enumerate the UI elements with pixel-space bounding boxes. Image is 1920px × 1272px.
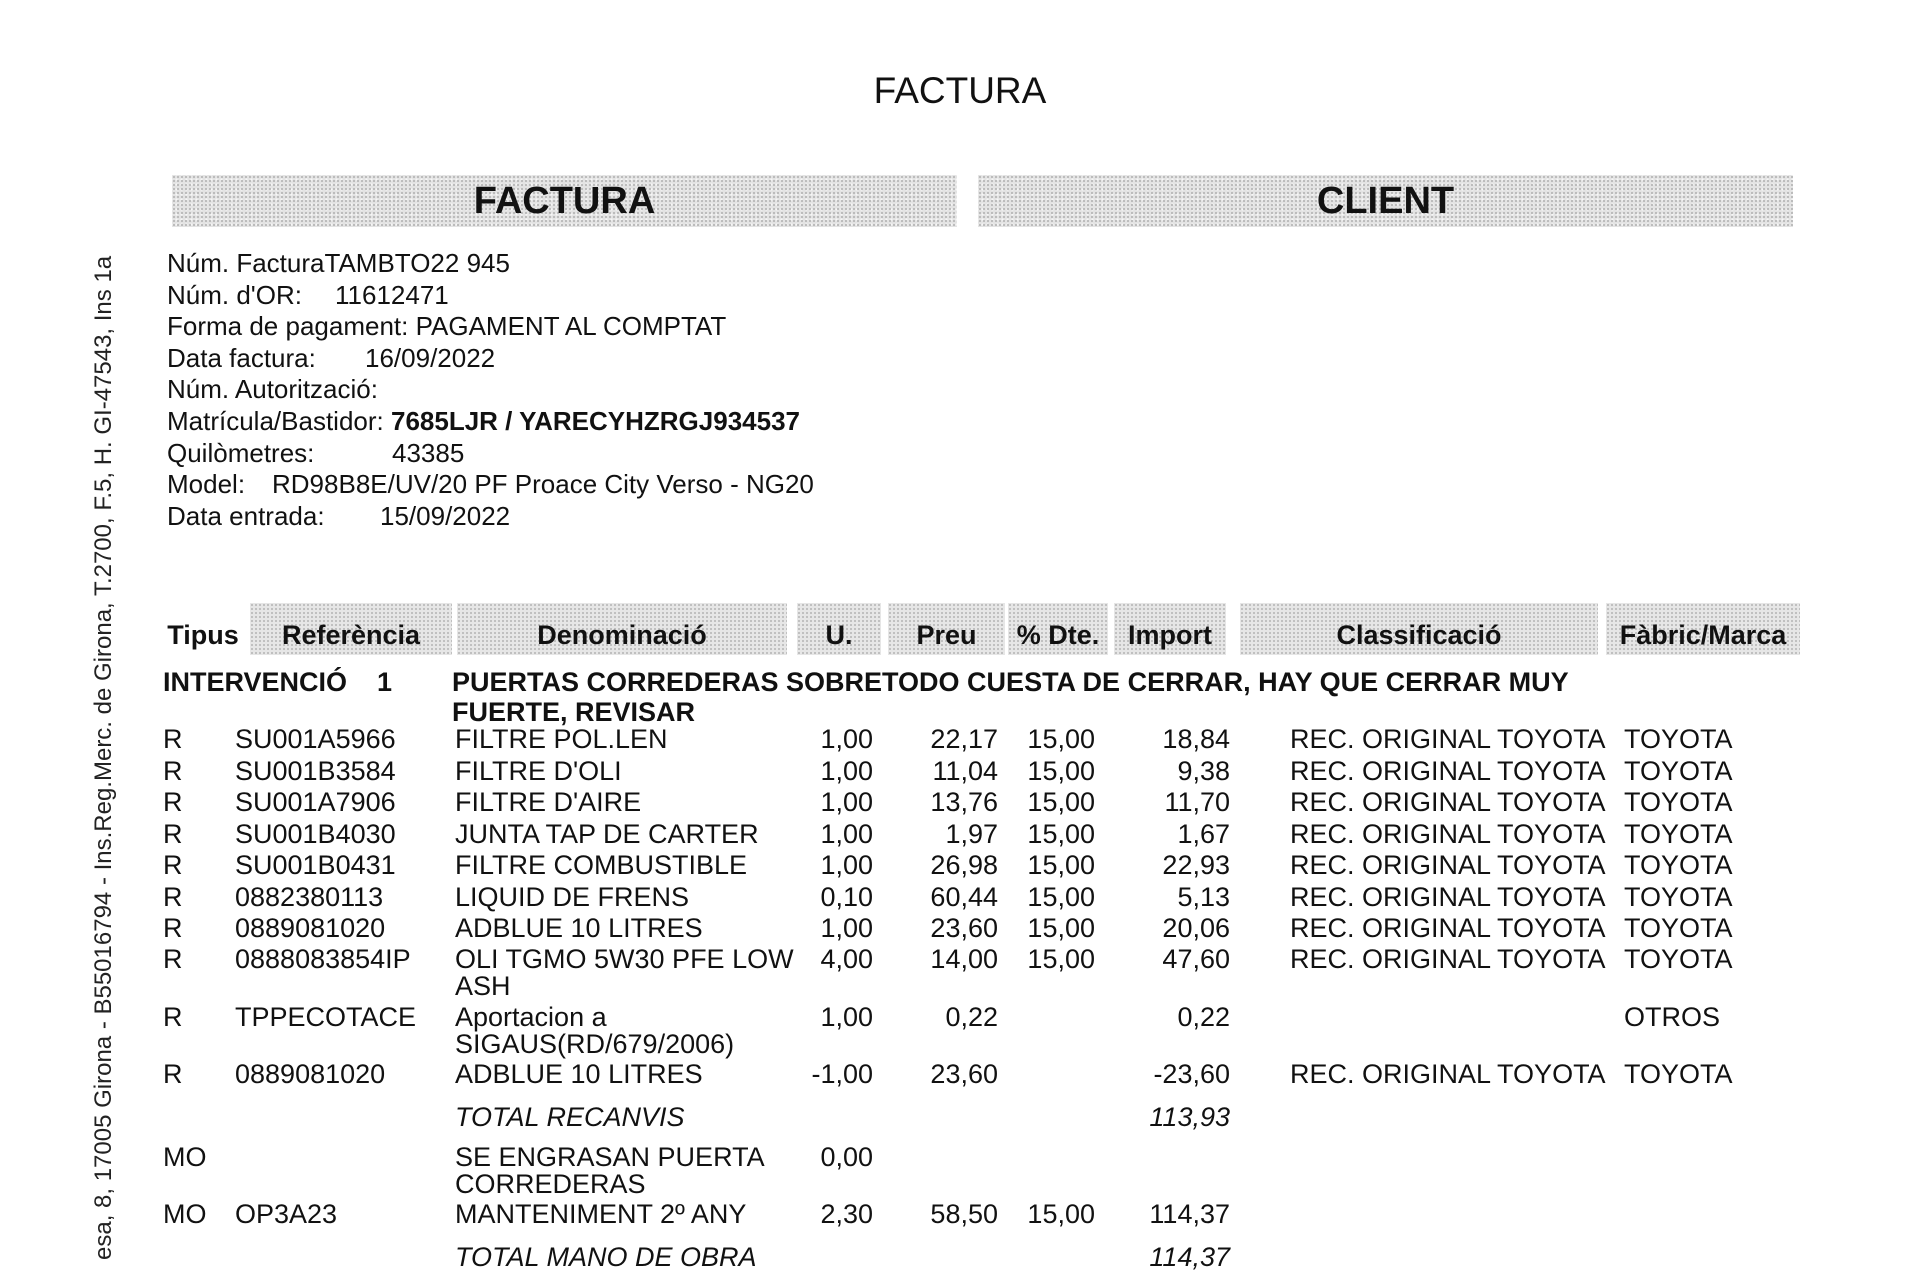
info-row-entry-date: [167, 501, 814, 533]
cell-imp: -23,60: [1153, 1059, 1230, 1089]
info-label: Núm. Factura: [167, 248, 325, 278]
intervention-number: 1: [377, 667, 393, 697]
cell-preu: 26,98: [930, 850, 998, 880]
info-value: PAGAMENT AL COMPTAT: [415, 311, 727, 342]
cell-preu: 13,76: [930, 787, 998, 817]
cell-marca: TOYOTA: [1624, 882, 1733, 912]
cell-cls: REC. ORIGINAL TOYOTA: [1290, 756, 1606, 786]
cell-u: 1,00: [820, 1002, 873, 1032]
intervention-title: INTERVENCIÓ: [163, 667, 348, 697]
cell-ref: OP3A23: [235, 1199, 338, 1229]
cell-desc: FILTRE D'OLI: [455, 756, 622, 786]
cell-desc-continued: CORREDERAS: [455, 1169, 646, 1199]
intervention-description-line: FUERTE, REVISAR: [452, 697, 696, 727]
column-header-referencia: Referència: [250, 603, 452, 655]
column-header-import: Import: [1114, 603, 1226, 655]
intervention-description: [452, 667, 1569, 727]
cell-imp: 5,13: [1177, 882, 1230, 912]
cell-desc: TOTAL MANO DE OBRA: [455, 1242, 757, 1272]
column-header-classificacio: Classificació: [1240, 603, 1598, 655]
info-value: 11612471: [335, 279, 449, 310]
column-header-marca: Fàbric/Marca: [1606, 603, 1800, 655]
info-row-invoice-date: [167, 343, 814, 375]
cell-imp: 11,70: [1164, 787, 1230, 817]
intervention-label: [163, 667, 392, 698]
info-label: Forma de pagament:: [167, 311, 409, 342]
cell-desc: ADBLUE 10 LITRES: [455, 913, 703, 943]
cell-marca: TOYOTA: [1624, 756, 1733, 786]
cell-dte: 15,00: [1027, 850, 1095, 880]
cell-desc-continued: ASH: [455, 971, 511, 1001]
cell-dte: 15,00: [1027, 1199, 1095, 1229]
info-value: 16/09/2022: [365, 342, 496, 373]
cell-tipus: R: [163, 882, 183, 912]
cell-preu: 60,44: [930, 882, 998, 912]
cell-tipus: R: [163, 1059, 183, 1089]
cell-dte: 15,00: [1027, 882, 1095, 912]
info-label: Data factura:: [167, 342, 316, 373]
cell-marca: TOYOTA: [1624, 787, 1733, 817]
cell-u: 1,00: [820, 724, 873, 754]
cell-imp: 114,37: [1149, 1242, 1230, 1272]
cell-preu: 22,17: [930, 724, 998, 754]
cell-imp: 18,84: [1162, 724, 1230, 754]
cell-cls: REC. ORIGINAL TOYOTA: [1290, 913, 1606, 943]
cell-cls: REC. ORIGINAL TOYOTA: [1290, 819, 1606, 849]
cell-desc: LIQUID DE FRENS: [455, 882, 690, 912]
cell-preu: 14,00: [930, 944, 998, 974]
info-row-or-number: [167, 280, 814, 312]
column-header-tipus: Tipus: [167, 620, 239, 650]
cell-desc: SE ENGRASAN PUERTA: [455, 1142, 765, 1172]
cell-cls: REC. ORIGINAL TOYOTA: [1290, 944, 1606, 974]
cell-imp: 1,67: [1177, 819, 1230, 849]
cell-u: 4,00: [820, 944, 873, 974]
info-value: 15/09/2022: [380, 500, 511, 531]
info-value: 7685LJR / YARECYHZRGJ934537: [390, 405, 800, 436]
cell-desc: FILTRE POL.LEN: [455, 724, 668, 754]
cell-preu: 23,60: [930, 913, 998, 943]
cell-ref: SU001A7906: [235, 787, 396, 817]
column-header-denominacio: Denominació: [457, 603, 787, 655]
cell-dte: 15,00: [1027, 787, 1095, 817]
cell-preu: 58,50: [930, 1199, 998, 1229]
cell-cls: REC. ORIGINAL TOYOTA: [1290, 1059, 1606, 1089]
cell-ref: 0889081020: [235, 913, 386, 943]
cell-imp: 114,37: [1149, 1199, 1230, 1229]
info-row-payment: [167, 311, 814, 343]
cell-dte: 15,00: [1027, 756, 1095, 786]
registry-side-text: esa, 8, 17005 Girona - B55016794 - Ins.Reg.Merc. de Girona, T.2700, F.5, H. GI-47543, Ins 1a: [90, 255, 117, 1260]
column-header-discount: % Dte.: [1008, 603, 1108, 655]
cell-marca: TOYOTA: [1624, 724, 1733, 754]
cell-cls: REC. ORIGINAL TOYOTA: [1290, 724, 1606, 754]
cell-marca: OTROS: [1624, 1002, 1721, 1032]
cell-ref: SU001B0431: [235, 850, 396, 880]
cell-tipus: R: [163, 819, 183, 849]
cell-desc: FILTRE D'AIRE: [455, 787, 642, 817]
cell-desc: OLI TGMO 5W30 PFE LOW: [455, 944, 794, 974]
cell-ref: SU001B3584: [235, 756, 396, 786]
cell-desc: TOTAL RECANVIS: [455, 1102, 685, 1132]
info-row-authorization: [167, 374, 814, 406]
cell-marca: TOYOTA: [1624, 819, 1733, 849]
info-row-invoice-number: [167, 248, 814, 280]
client-band: CLIENT: [978, 175, 1793, 227]
cell-u: 0,10: [820, 882, 873, 912]
cell-desc: Aportacion a: [455, 1002, 607, 1032]
info-value: RD98B8E/UV/20 PF Proace City Verso - NG20: [272, 469, 814, 500]
info-value: 43385: [392, 437, 465, 468]
column-header-units: U.: [797, 603, 881, 655]
cell-tipus: R: [163, 756, 183, 786]
intervention-description-line: PUERTAS CORREDERAS SOBRETODO CUESTA DE CERRAR, HAY QUE CERRAR MUY: [452, 667, 1569, 697]
cell-desc: JUNTA TAP DE CARTER: [455, 819, 759, 849]
invoice-info: [167, 248, 814, 532]
cell-u: -1,00: [811, 1059, 873, 1089]
cell-preu: 1,97: [945, 819, 998, 849]
cell-desc: FILTRE COMBUSTIBLE: [455, 850, 748, 880]
cell-marca: TOYOTA: [1624, 944, 1733, 974]
info-row-model: [167, 469, 814, 501]
info-row-plate: [167, 406, 814, 438]
cell-desc-continued: SIGAUS(RD/679/2006): [455, 1029, 735, 1059]
cell-marca: TOYOTA: [1624, 850, 1733, 880]
cell-imp: 47,60: [1162, 944, 1230, 974]
cell-tipus: R: [163, 944, 183, 974]
cell-u: 1,00: [820, 819, 873, 849]
cell-tipus: R: [163, 724, 183, 754]
cell-u: 0,00: [820, 1142, 873, 1172]
cell-preu: 11,04: [932, 756, 998, 786]
cell-imp: 22,93: [1162, 850, 1230, 880]
cell-u: 1,00: [820, 850, 873, 880]
cell-dte: 15,00: [1027, 724, 1095, 754]
cell-tipus: R: [163, 850, 183, 880]
info-label: Núm. d'OR:: [167, 279, 302, 310]
cell-marca: TOYOTA: [1624, 913, 1733, 943]
cell-ref: 0882380113: [235, 882, 384, 912]
factura-band: FACTURA: [172, 175, 957, 227]
cell-tipus: R: [163, 913, 183, 943]
cell-tipus: MO: [163, 1142, 207, 1172]
info-value: TAMBTO22 945: [324, 248, 510, 278]
cell-tipus: MO: [163, 1199, 207, 1229]
cell-preu: 23,60: [930, 1059, 998, 1089]
column-header-preu: Preu: [888, 603, 1005, 655]
cell-cls: REC. ORIGINAL TOYOTA: [1290, 882, 1606, 912]
cell-ref: SU001B4030: [235, 819, 396, 849]
cell-cls: REC. ORIGINAL TOYOTA: [1290, 787, 1606, 817]
cell-imp: 9,38: [1177, 756, 1230, 786]
cell-preu: 0,22: [945, 1002, 998, 1032]
cell-dte: 15,00: [1027, 944, 1095, 974]
cell-tipus: R: [163, 1002, 183, 1032]
cell-dte: 15,00: [1027, 913, 1095, 943]
info-label: Núm. Autorització:: [167, 374, 378, 405]
page-title: FACTURA: [873, 70, 1047, 111]
cell-ref: 0888083854IP: [235, 944, 411, 974]
cell-marca: TOYOTA: [1624, 1059, 1733, 1089]
info-label: Matrícula/Bastidor:: [167, 405, 384, 436]
cell-cls: REC. ORIGINAL TOYOTA: [1290, 850, 1606, 880]
info-row-kilometres: [167, 438, 814, 470]
cell-ref: 0889081020: [235, 1059, 386, 1089]
cell-imp: 0,22: [1177, 1002, 1230, 1032]
cell-imp: 113,93: [1149, 1102, 1230, 1132]
cell-dte: 15,00: [1027, 819, 1095, 849]
info-label: Data entrada:: [167, 500, 325, 531]
cell-u: 1,00: [820, 756, 873, 786]
cell-desc: ADBLUE 10 LITRES: [455, 1059, 703, 1089]
info-label: Quilòmetres:: [167, 437, 315, 468]
cell-tipus: R: [163, 787, 183, 817]
cell-ref: TPPECOTACE: [235, 1002, 417, 1032]
cell-desc: MANTENIMENT 2º ANY: [455, 1199, 747, 1229]
cell-u: 1,00: [820, 913, 873, 943]
info-label: Model:: [167, 469, 246, 500]
cell-ref: SU001A5966: [235, 724, 396, 754]
cell-u: 2,30: [820, 1199, 873, 1229]
cell-imp: 20,06: [1162, 913, 1230, 943]
cell-u: 1,00: [820, 787, 873, 817]
